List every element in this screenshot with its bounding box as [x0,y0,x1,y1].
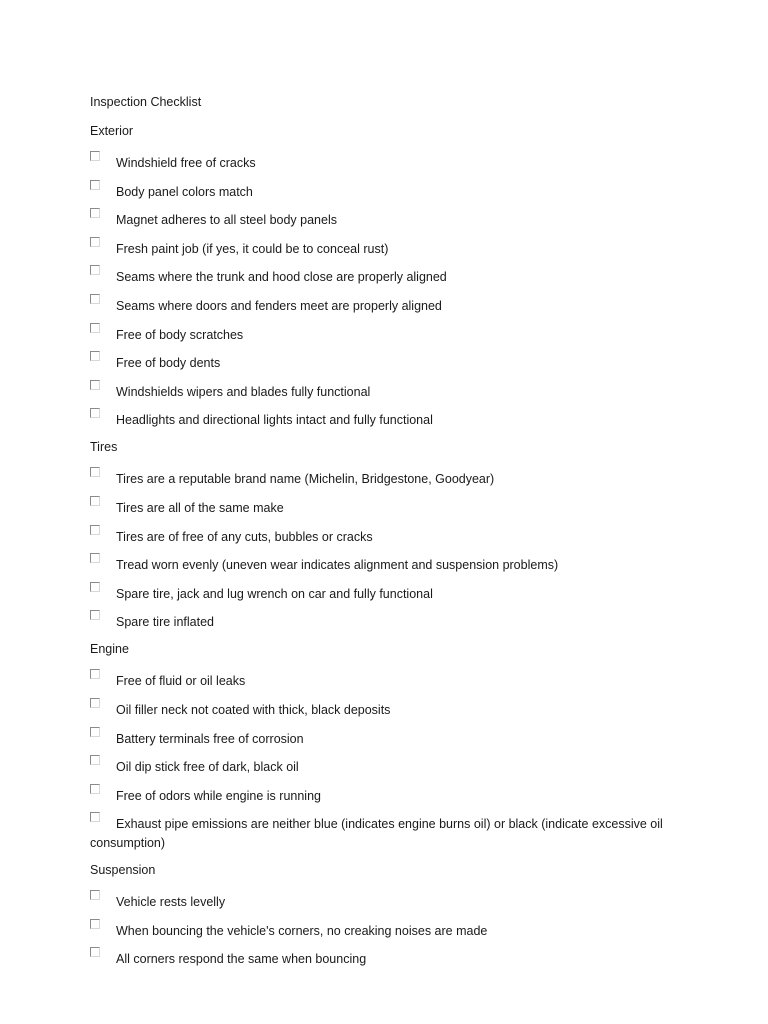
checkbox[interactable] [90,525,100,535]
section-list-exterior [90,151,690,430]
checklist-item-label: Exhaust pipe emissions are neither blue (indicates engine burns oil) or black (indicate excessive oil consumption) [90,817,663,851]
checklist-item-label: Headlights and directional lights intact and fully functional [116,413,433,428]
checklist-item [90,351,690,373]
checkbox[interactable] [90,727,100,737]
checklist-item [90,919,690,941]
checklist-item-label: Battery terminals free of corrosion [116,731,304,746]
checklist-item [90,467,690,489]
checklist-item [90,496,690,518]
checkbox[interactable] [90,294,100,304]
checklist-item [90,323,690,345]
checkbox[interactable] [90,919,100,929]
checklist-item [90,151,690,173]
section-list-tires [90,467,690,632]
checklist-item-label: Seams where the trunk and hood close are properly aligned [116,270,447,285]
checklist-item-label: Magnet adheres to all steel body panels [116,213,337,228]
checkbox[interactable] [90,323,100,333]
checklist-item-label: Free of odors while engine is running [116,788,321,803]
checkbox[interactable] [90,351,100,361]
checklist-item [90,727,690,749]
checklist-item-label: Free of fluid or oil leaks [116,674,246,689]
checklist-item-label: Windshield free of cracks [116,156,256,170]
section-heading-engine: Engine [90,642,129,657]
checklist-item-label: Tires are all of the same make [116,500,284,515]
checkbox[interactable] [90,467,100,477]
checklist-item-label: Fresh paint job (if yes, it could be to conceal rust) [116,241,389,256]
checkbox[interactable] [90,947,100,957]
checkbox[interactable] [90,784,100,794]
checklist-item [90,237,690,259]
checkbox[interactable] [90,812,100,822]
checkbox[interactable] [90,669,100,679]
document-title: Inspection Checklist [90,95,202,109]
section-list-engine [90,669,690,853]
checklist-item [90,180,690,202]
section-heading-exterior: Exterior [90,124,134,138]
checklist-item [90,553,690,575]
checklist-item [90,784,690,806]
checklist-item-label: Tread worn evenly (uneven wear indicates alignment and suspension problems) [116,558,559,573]
checklist-item [90,669,690,691]
section-list-suspension [90,890,690,969]
checkbox[interactable] [90,408,100,418]
checkbox[interactable] [90,610,100,620]
checklist-item [90,525,690,547]
checklist-item-label: Seams where doors and fenders meet are properly aligned [116,298,442,313]
checklist-item-label: Free of body dents [116,356,221,371]
checklist-item-label: Oil filler neck not coated with thick, black deposits [116,702,391,717]
checklist-item-label: Spare tire inflated [116,615,214,630]
checklist-item-label: Windshields wipers and blades fully functional [116,384,371,399]
checklist-item [90,265,690,287]
checklist-item [90,755,690,777]
checklist-item-label: Tires are a reputable brand name (Michelin, Bridgestone, Goodyear) [116,472,495,487]
checklist-item-label: Body panel colors match [116,184,253,199]
checkbox[interactable] [90,265,100,275]
checklist-item-label: All corners respond the same when bouncing [116,952,367,967]
checkbox[interactable] [90,698,100,708]
section-heading-tires: Tires [90,440,118,455]
checkbox[interactable] [90,237,100,247]
checklist-item [90,890,690,912]
checklist-item [90,208,690,230]
checklist-item-label: Vehicle rests levelly [116,895,226,910]
checklist-item [90,947,690,969]
checkbox[interactable] [90,890,100,900]
checklist-item-label: Tires are of free of any cuts, bubbles or cracks [116,529,373,544]
checklist-item [90,380,690,402]
checklist-item [90,294,690,316]
checklist-item [90,408,690,430]
checkbox[interactable] [90,496,100,506]
checklist-item [90,582,690,604]
checklist-item-label: Free of body scratches [116,327,244,342]
checkbox[interactable] [90,151,100,161]
checkbox[interactable] [90,582,100,592]
checkbox[interactable] [90,553,100,563]
checkbox[interactable] [90,208,100,218]
section-heading-suspension: Suspension [90,863,156,878]
checklist-item-label: When bouncing the vehicle's corners, no creaking noises are made [116,923,488,938]
checklist-item [90,698,690,720]
checklist-item-label: Oil dip stick free of dark, black oil [116,760,299,775]
checkbox[interactable] [90,755,100,765]
checkbox[interactable] [90,380,100,390]
checklist-item [90,610,690,632]
checkbox[interactable] [90,180,100,190]
checklist-item-label: Spare tire, jack and lug wrench on car and fully functional [116,586,433,601]
checklist-document [90,93,690,977]
checklist-item [90,812,690,853]
